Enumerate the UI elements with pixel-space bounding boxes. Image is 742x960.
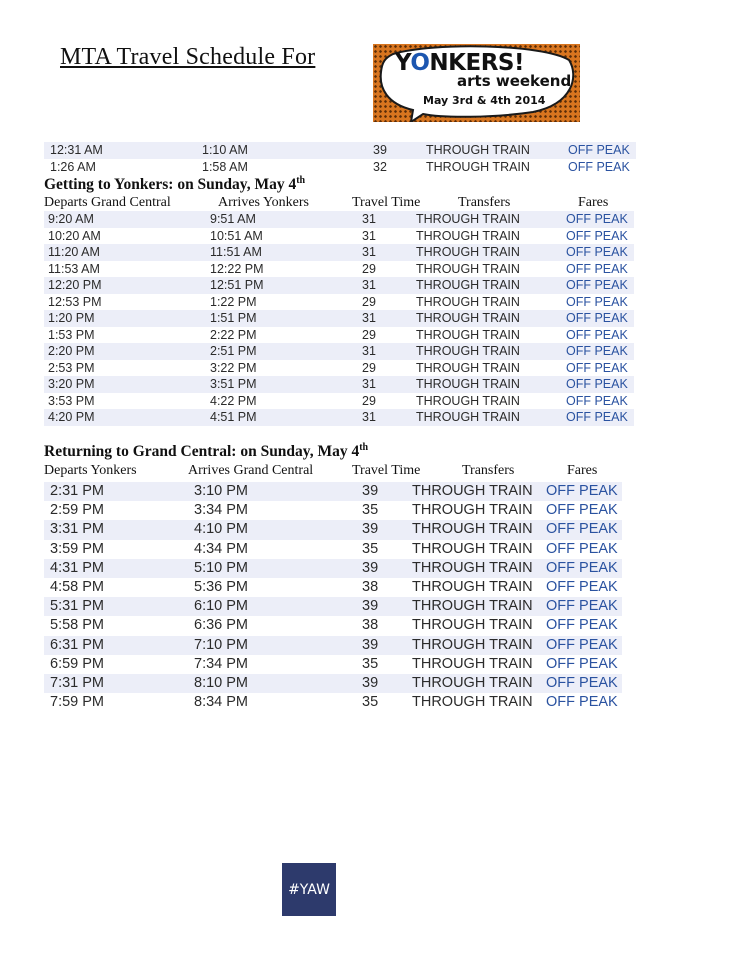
table-row — [44, 294, 634, 311]
fare-cell: OFF PEAK — [566, 360, 628, 375]
fare-cell: OFF PEAK — [546, 559, 618, 576]
departs-cell: 10:20 AM — [48, 228, 101, 243]
travel-time-cell: 38 — [362, 617, 379, 634]
schedule-table-to-grand-central — [44, 482, 622, 712]
fare-cell: OFF PEAK — [566, 212, 628, 226]
travel-time-cell: 35 — [362, 540, 379, 557]
arrives-cell: 1:22 PM — [210, 294, 257, 309]
arrives-cell: 2:22 PM — [210, 327, 257, 342]
fare-cell: OFF PEAK — [546, 617, 618, 634]
transfers-cell: THROUGH TRAIN — [416, 344, 520, 358]
departs-cell: 5:31 PM — [50, 598, 104, 615]
arrives-cell: 3:34 PM — [194, 502, 248, 519]
schedule-table-to-yonkers — [44, 211, 634, 426]
column-header: Departs Yonkers — [44, 463, 137, 478]
fare-cell: OFF PEAK — [546, 578, 618, 595]
fare-cell: OFF PEAK — [546, 694, 618, 711]
schedule-table-late-night — [44, 142, 636, 175]
table-row — [44, 228, 634, 245]
fare-cell: OFF PEAK — [546, 502, 618, 519]
travel-time-cell: 39 — [373, 143, 387, 157]
arrives-cell: 7:10 PM — [194, 636, 248, 653]
departs-cell: 11:53 AM — [48, 261, 100, 276]
travel-time-cell: 31 — [362, 278, 376, 292]
departs-cell: 4:31 PM — [50, 559, 104, 576]
departs-cell: 4:20 PM — [48, 410, 95, 424]
fare-cell: OFF PEAK — [546, 636, 618, 653]
column-header: Departs Grand Central — [44, 195, 171, 210]
travel-time-cell: 35 — [362, 502, 379, 519]
fare-cell: OFF PEAK — [566, 278, 628, 292]
travel-time-cell: 39 — [362, 598, 379, 615]
table-row — [44, 142, 636, 159]
travel-time-cell: 31 — [362, 245, 376, 259]
fare-cell: OFF PEAK — [546, 655, 618, 672]
arrives-cell: 1:51 PM — [210, 311, 257, 325]
transfers-cell: THROUGH TRAIN — [412, 502, 533, 519]
transfers-cell: THROUGH TRAIN — [416, 245, 520, 259]
travel-time-cell: 32 — [373, 159, 387, 174]
travel-time-cell: 31 — [362, 410, 376, 424]
departs-cell: 5:58 PM — [50, 617, 104, 634]
table-row — [44, 501, 622, 520]
column-headers-to-grand-central — [44, 463, 684, 481]
departs-cell: 3:20 PM — [48, 377, 95, 391]
fare-cell: OFF PEAK — [566, 294, 628, 309]
departs-cell: 12:31 AM — [50, 143, 103, 157]
arrives-cell: 4:34 PM — [194, 540, 248, 557]
transfers-cell: THROUGH TRAIN — [416, 327, 520, 342]
departs-cell: 3:31 PM — [50, 521, 104, 538]
table-row — [44, 559, 622, 578]
transfers-cell: THROUGH TRAIN — [412, 674, 533, 691]
table-row — [44, 482, 622, 501]
arrives-cell: 8:34 PM — [194, 694, 248, 711]
transfers-cell: THROUGH TRAIN — [416, 294, 520, 309]
travel-time-cell: 31 — [362, 212, 376, 226]
arrives-cell: 1:58 AM — [202, 159, 248, 174]
departs-cell: 12:53 PM — [48, 294, 102, 309]
transfers-cell: THROUGH TRAIN — [416, 311, 520, 325]
table-row — [44, 261, 634, 278]
table-row — [44, 393, 634, 410]
departs-cell: 6:31 PM — [50, 636, 104, 653]
departs-cell: 4:58 PM — [50, 578, 104, 595]
hashtag-badge: #YAW — [282, 863, 336, 916]
travel-time-cell: 31 — [362, 344, 376, 358]
travel-time-cell: 35 — [362, 694, 379, 711]
travel-time-cell: 39 — [362, 636, 379, 653]
travel-time-cell: 39 — [362, 559, 379, 576]
transfers-cell: THROUGH TRAIN — [416, 261, 520, 276]
arrives-cell: 10:51 AM — [210, 228, 263, 243]
arrives-cell: 9:51 AM — [210, 212, 256, 226]
fare-cell: OFF PEAK — [566, 344, 628, 358]
table-row — [44, 159, 636, 176]
arrives-cell: 4:10 PM — [194, 521, 248, 538]
departs-cell: 2:53 PM — [48, 360, 95, 375]
transfers-cell: THROUGH TRAIN — [412, 636, 533, 653]
fare-cell: OFF PEAK — [568, 143, 630, 157]
yonkers-arts-weekend-logo — [373, 44, 580, 122]
arrives-cell: 3:51 PM — [210, 377, 257, 391]
column-header: Fares — [578, 195, 609, 210]
transfers-cell: THROUGH TRAIN — [412, 694, 533, 711]
transfers-cell: THROUGH TRAIN — [412, 521, 533, 538]
column-header: Travel Time — [352, 195, 421, 210]
section-heading-to-yonkers: Getting to Yonkers: on Sunday, May 4th — [44, 175, 306, 194]
table-row — [44, 360, 634, 377]
transfers-cell: THROUGH TRAIN — [426, 143, 530, 157]
transfers-cell: THROUGH TRAIN — [426, 159, 530, 174]
transfers-cell: THROUGH TRAIN — [412, 617, 533, 634]
transfers-cell: THROUGH TRAIN — [416, 228, 520, 243]
column-header: Transfers — [462, 463, 515, 478]
travel-time-cell: 29 — [362, 393, 376, 408]
arrives-cell: 5:10 PM — [194, 559, 248, 576]
arrives-cell: 6:10 PM — [194, 598, 248, 615]
table-row — [44, 376, 634, 393]
departs-cell: 9:20 AM — [48, 212, 94, 226]
fare-cell: OFF PEAK — [566, 393, 628, 408]
departs-cell: 6:59 PM — [50, 655, 104, 672]
column-header: Travel Time — [352, 463, 421, 478]
travel-time-cell: 38 — [362, 578, 379, 595]
column-header: Arrives Yonkers — [218, 195, 309, 210]
arrives-cell: 6:36 PM — [194, 617, 248, 634]
departs-cell: 3:53 PM — [48, 393, 95, 408]
departs-cell: 7:31 PM — [50, 674, 104, 691]
column-header: Transfers — [458, 195, 511, 210]
travel-time-cell: 29 — [362, 294, 376, 309]
table-row — [44, 616, 622, 635]
travel-time-cell: 31 — [362, 311, 376, 325]
fare-cell: OFF PEAK — [566, 410, 628, 424]
transfers-cell: THROUGH TRAIN — [416, 278, 520, 292]
fare-cell: OFF PEAK — [566, 377, 628, 391]
arrives-cell: 5:36 PM — [194, 578, 248, 595]
departs-cell: 12:20 PM — [48, 278, 102, 292]
arrives-cell: 12:51 PM — [210, 278, 264, 292]
page-title: MTA Travel Schedule For — [60, 44, 316, 70]
transfers-cell: THROUGH TRAIN — [412, 540, 533, 557]
table-row — [44, 693, 622, 712]
table-row — [44, 674, 622, 693]
arrives-cell: 4:51 PM — [210, 410, 257, 424]
fare-cell: OFF PEAK — [566, 311, 628, 325]
fare-cell: OFF PEAK — [566, 245, 628, 259]
arrives-cell: 3:22 PM — [210, 360, 257, 375]
arrives-cell: 3:10 PM — [194, 483, 248, 499]
table-row — [44, 244, 634, 261]
transfers-cell: THROUGH TRAIN — [416, 360, 520, 375]
transfers-cell: THROUGH TRAIN — [412, 655, 533, 672]
table-row — [44, 310, 634, 327]
arrives-cell: 12:22 PM — [210, 261, 264, 276]
departs-cell: 2:20 PM — [48, 344, 95, 358]
table-row — [44, 343, 634, 360]
table-row — [44, 655, 622, 674]
section-heading-to-grand-central: Returning to Grand Central: on Sunday, May 4th — [44, 442, 369, 461]
arrives-cell: 7:34 PM — [194, 655, 248, 672]
column-header: Fares — [567, 463, 598, 478]
arrives-cell: 11:51 AM — [210, 245, 262, 259]
fare-cell: OFF PEAK — [546, 674, 618, 691]
departs-cell: 3:59 PM — [50, 540, 104, 557]
transfers-cell: THROUGH TRAIN — [416, 393, 520, 408]
travel-time-cell: 31 — [362, 228, 376, 243]
transfers-cell: THROUGH TRAIN — [412, 578, 533, 595]
fare-cell: OFF PEAK — [568, 159, 630, 174]
table-row — [44, 578, 622, 597]
departs-cell: 11:20 AM — [48, 245, 100, 259]
departs-cell: 2:59 PM — [50, 502, 104, 519]
departs-cell: 1:20 PM — [48, 311, 95, 325]
arrives-cell: 4:22 PM — [210, 393, 257, 408]
table-row — [44, 520, 622, 539]
travel-time-cell: 29 — [362, 327, 376, 342]
transfers-cell: THROUGH TRAIN — [412, 483, 533, 499]
transfers-cell: THROUGH TRAIN — [416, 410, 520, 424]
fare-cell: OFF PEAK — [546, 521, 618, 538]
logo-line-1: YONKERS! — [395, 50, 524, 76]
logo-line-3: May 3rd & 4th 2014 — [423, 94, 546, 107]
travel-time-cell: 39 — [362, 521, 379, 538]
logo-line-2: arts weekend — [457, 72, 572, 90]
arrives-cell: 1:10 AM — [202, 143, 248, 157]
transfers-cell: THROUGH TRAIN — [412, 598, 533, 615]
fare-cell: OFF PEAK — [566, 327, 628, 342]
arrives-cell: 2:51 PM — [210, 344, 257, 358]
table-row — [44, 597, 622, 616]
fare-cell: OFF PEAK — [546, 483, 618, 499]
table-row — [44, 409, 634, 426]
travel-time-cell: 31 — [362, 377, 376, 391]
fare-cell: OFF PEAK — [546, 540, 618, 557]
table-row — [44, 636, 622, 655]
travel-time-cell: 39 — [362, 483, 379, 499]
travel-time-cell: 29 — [362, 360, 376, 375]
fare-cell: OFF PEAK — [566, 228, 628, 243]
table-row — [44, 211, 634, 228]
table-row — [44, 327, 634, 344]
travel-time-cell: 39 — [362, 674, 379, 691]
departs-cell: 2:31 PM — [50, 483, 104, 499]
departs-cell: 1:53 PM — [48, 327, 95, 342]
departs-cell: 7:59 PM — [50, 694, 104, 711]
travel-time-cell: 29 — [362, 261, 376, 276]
departs-cell: 1:26 AM — [50, 159, 96, 174]
transfers-cell: THROUGH TRAIN — [412, 559, 533, 576]
fare-cell: OFF PEAK — [566, 261, 628, 276]
column-header: Arrives Grand Central — [188, 463, 314, 478]
transfers-cell: THROUGH TRAIN — [416, 212, 520, 226]
travel-time-cell: 35 — [362, 655, 379, 672]
transfers-cell: THROUGH TRAIN — [416, 377, 520, 391]
table-row — [44, 277, 634, 294]
arrives-cell: 8:10 PM — [194, 674, 248, 691]
table-row — [44, 540, 622, 559]
fare-cell: OFF PEAK — [546, 598, 618, 615]
